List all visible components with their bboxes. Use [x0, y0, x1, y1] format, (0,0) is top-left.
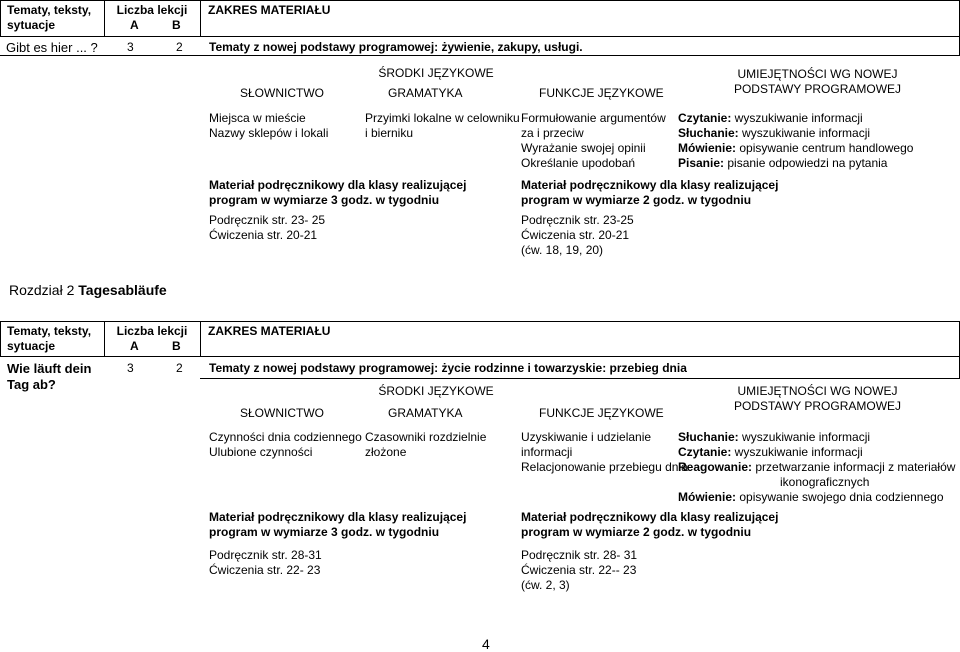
skill-line: Reagowanie: przetwarzanie informacji z materiałów — [678, 460, 956, 474]
skill-line: ikonograficznych — [780, 475, 870, 489]
gramatyka-content: Przyimki lokalne w celowniku i bierniku — [365, 111, 520, 140]
header-lessons: Liczba lekcji — [116, 3, 188, 17]
pages-left: Podręcznik str. 23- 25 Ćwiczenia str. 20-21 — [209, 213, 326, 242]
pages-right: Podręcznik str. 23-25 Ćwiczenia str. 20-21 (ćw. 18, 19, 20) — [521, 213, 634, 257]
skill-line: Czytanie: wyszukiwanie informacji — [678, 445, 863, 459]
slownictwo-header: SŁOWNICTWO — [240, 406, 324, 420]
funkcje-header: FUNKCJE JĘZYKOWE — [539, 406, 664, 420]
skill-line: Mówienie: opisywanie centrum handlowego — [678, 141, 914, 155]
themes-text: Tematy z nowej podstawy programowej: życie rodzinne i towarzyskie: przebieg dnia — [209, 361, 687, 375]
header-scope: ZAKRES MATERIAŁU — [208, 3, 331, 17]
pages-left: Podręcznik str. 28-31 Ćwiczenia str. 22- 23 — [209, 548, 322, 577]
skills-list — [678, 111, 913, 171]
header-lesson-b: B — [172, 339, 181, 353]
pages-right: Podręcznik str. 28- 31 Ćwiczenia str. 22-- 23 (ćw. 2, 3) — [521, 548, 638, 592]
header-lessons: Liczba lekcji — [116, 324, 188, 338]
header-lesson-a: A — [130, 339, 139, 353]
header-lesson-a: A — [130, 18, 139, 32]
lessons-b-value: 2 — [176, 40, 183, 54]
slownictwo-header: SŁOWNICTWO — [240, 86, 324, 100]
lessons-a-value: 3 — [127, 361, 134, 375]
skill-line: Słuchanie: wyszukiwanie informacji — [678, 430, 871, 444]
slownictwo-content: Czynności dnia codziennego Ulubione czynności — [209, 430, 362, 459]
material-left: Materiał podręcznikowy dla klasy realizującej program w wymiarze 3 godz. w tygodniu — [209, 510, 467, 539]
umiejetnosci-header: UMIEJĘTNOŚCI WG NOWEJ PODSTAWY PROGRAMOWEJ — [733, 384, 902, 413]
header-scope: ZAKRES MATERIAŁU — [208, 324, 331, 338]
skill-line: Pisanie: pisanie odpowiedzi na pytania — [678, 156, 888, 170]
skills-list — [678, 430, 955, 505]
skill-line: Mówienie: opisywanie swojego dnia codziennego — [678, 490, 944, 504]
slownictwo-content: Miejsca w mieście Nazwy sklepów i lokali — [209, 111, 329, 140]
gramatyka-header: GRAMATYKA — [388, 86, 463, 100]
lessons-b-value: 2 — [176, 361, 183, 375]
gramatyka-header: GRAMATYKA — [388, 406, 463, 420]
topic-title: Gibt es hier ... ? — [6, 40, 98, 55]
gramatyka-content: Czasowniki rozdzielnie złożone — [365, 430, 487, 459]
themes-text: Tematy z nowej podstawy programowej: żywienie, zakupy, usługi. — [209, 40, 583, 54]
srodki-header: ŚRODKI JĘZYKOWE — [378, 66, 494, 80]
funkcje-header: FUNKCJE JĘZYKOWE — [539, 86, 664, 100]
skill-line: Czytanie: wyszukiwanie informacji — [678, 111, 863, 125]
chapter-heading — [9, 282, 167, 299]
page-number: 4 — [482, 636, 490, 652]
umiejetnosci-header: UMIEJĘTNOŚCI WG NOWEJ PODSTAWY PROGRAMOWEJ — [733, 67, 902, 96]
topic-title: Wie läuft dein Tag ab? — [7, 361, 92, 392]
chapter-title: Tagesabläufe — [78, 282, 167, 298]
funkcje-content: Formułowanie argumentów za i przeciw Wyrażanie swojej opinii Określanie upodobań — [521, 111, 666, 170]
lessons-a-value: 3 — [127, 40, 134, 54]
header-topics: Tematy, teksty, sytuacje — [7, 324, 92, 353]
header-topics: Tematy, teksty, sytuacje — [7, 3, 92, 32]
header-lesson-b: B — [172, 18, 181, 32]
chapter-prefix: Rozdział 2 — [9, 282, 79, 298]
funkcje-content: Uzyskiwanie i udzielanie informacji Relacjonowanie przebiegu dnia — [521, 430, 688, 474]
skill-line: Słuchanie: wyszukiwanie informacji — [678, 126, 871, 140]
srodki-header: ŚRODKI JĘZYKOWE — [378, 384, 494, 398]
material-right: Materiał podręcznikowy dla klasy realizującej program w wymiarze 2 godz. w tygodniu — [521, 510, 779, 539]
material-left: Materiał podręcznikowy dla klasy realizującej program w wymiarze 3 godz. w tygodniu — [209, 178, 467, 207]
material-right: Materiał podręcznikowy dla klasy realizującej program w wymiarze 2 godz. w tygodniu — [521, 178, 779, 207]
